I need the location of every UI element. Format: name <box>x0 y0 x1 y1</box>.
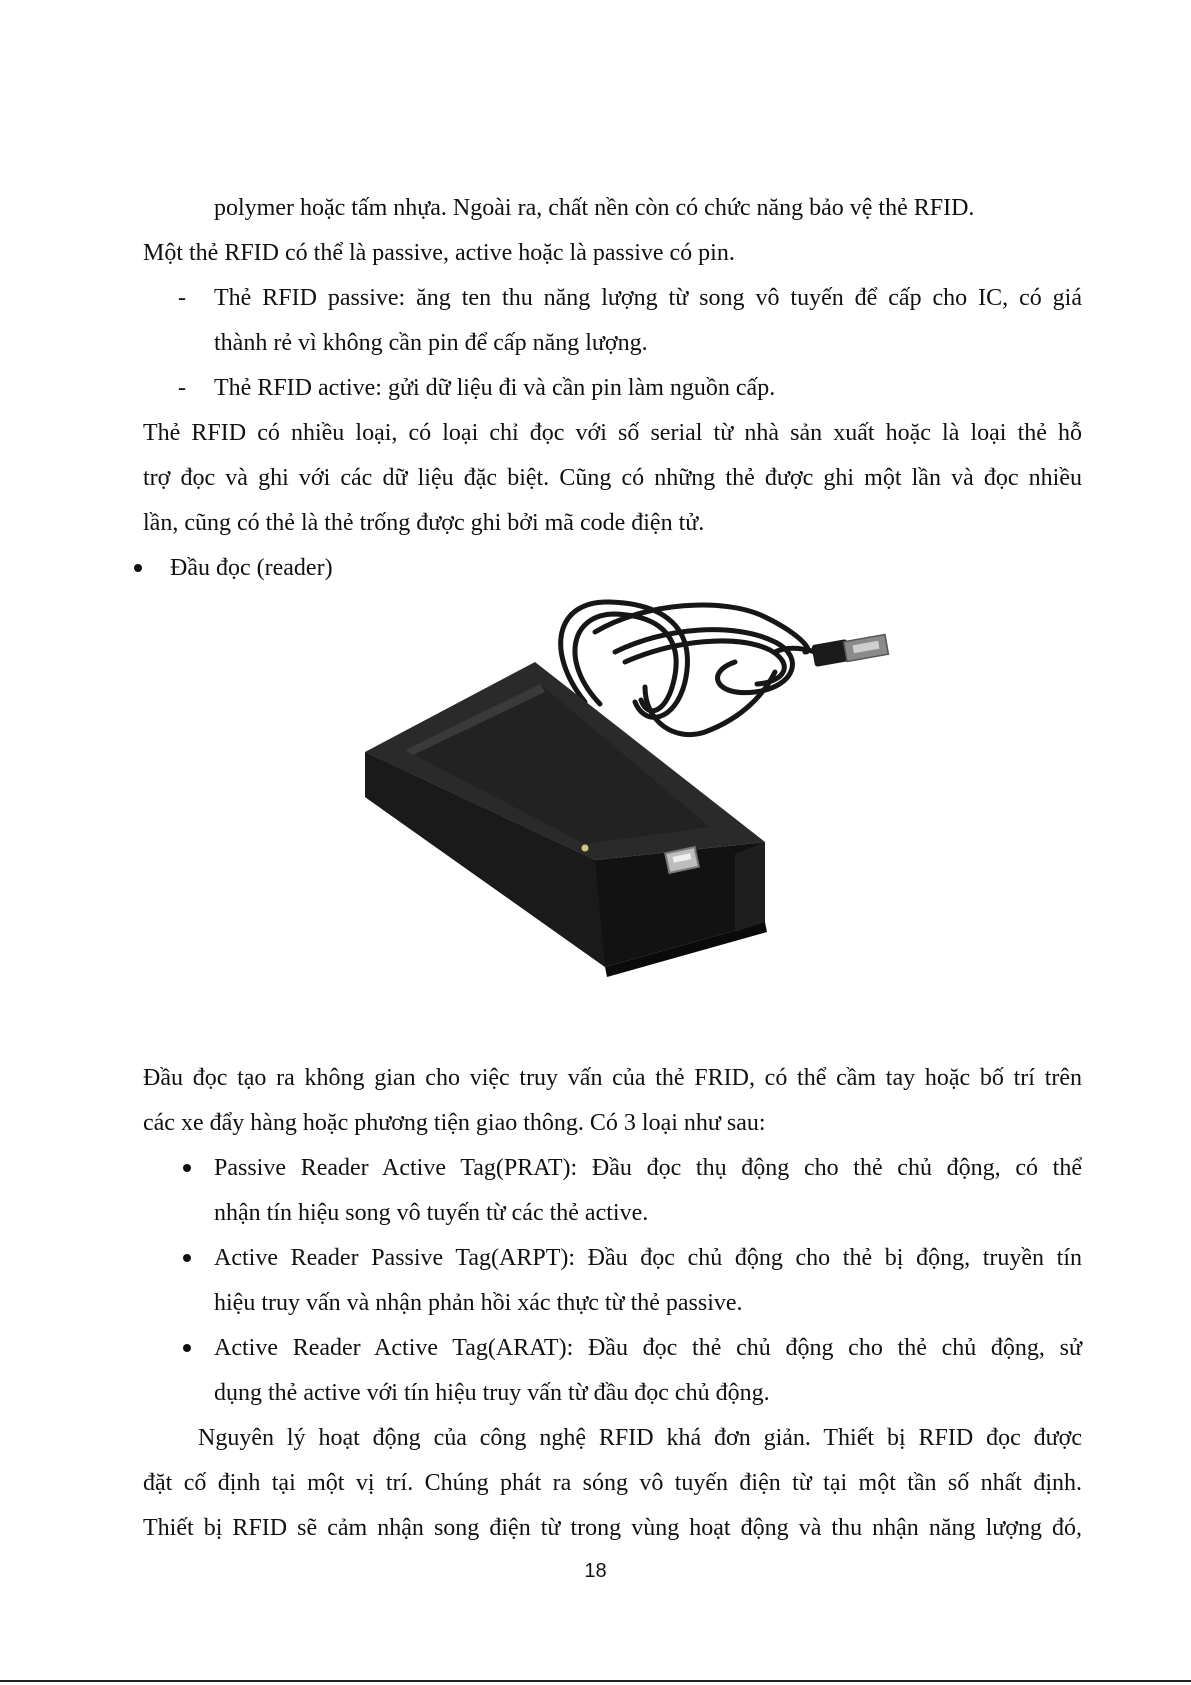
page-number: 18 <box>584 1560 607 1582</box>
paragraph-line: Thẻ RFID có nhiều loại, có loại chỉ đọc với số serial từ nhà sản xuất hoặc là loại thẻ hỗ <box>143 420 1082 446</box>
paragraph-line: lần, cũng có thẻ là thẻ trống được ghi bởi mã code điện tử. <box>143 510 705 536</box>
bullet-item-line: Active Reader Passive Tag(ARPT): Đầu đọc chủ động cho thẻ bị động, truyền tín <box>214 1245 1082 1271</box>
section-heading: Đầu đọc (reader) <box>170 555 333 581</box>
paragraph-line: đặt cố định tại một vị trí. Chúng phát ra sóng vô tuyến điện từ tại một tần số nhất định. <box>143 1470 1082 1496</box>
bullet-item-line: dụng thẻ active với tín hiệu truy vấn từ đầu đọc chủ động. <box>214 1380 770 1406</box>
dash-item-line: Thẻ RFID passive: ăng ten thu năng lượng từ song vô tuyến để cấp cho IC, có giá <box>214 285 1082 311</box>
dash-marker: - <box>178 285 186 311</box>
usb-plug-icon <box>811 635 888 667</box>
dash-item-line: Thẻ RFID active: gửi dữ liệu đi và cần pin làm nguồn cấp. <box>214 375 776 401</box>
bullet-item-line: hiệu truy vấn và nhận phản hồi xác thực từ thẻ passive. <box>214 1290 743 1316</box>
bullet-item-line: Active Reader Active Tag(ARAT): Đầu đọc thẻ chủ động cho thẻ chủ động, sử <box>214 1335 1082 1361</box>
paragraph-line: Thiết bị RFID sẽ cảm nhận song điện từ trong vùng hoạt động và thu nhận năng lượng đó, <box>143 1515 1082 1541</box>
paragraph-line: polymer hoặc tấm nhựa. Ngoài ra, chất nền còn có chức năng bảo vệ thẻ RFID. <box>214 195 975 221</box>
bullet-icon <box>183 1254 191 1262</box>
rfid-reader-image <box>345 592 890 1020</box>
dash-marker: - <box>178 375 186 401</box>
bullet-item-line: nhận tín hiệu song vô tuyến từ các thẻ active. <box>214 1200 649 1226</box>
bullet-icon <box>134 564 142 572</box>
paragraph-line: Nguyên lý hoạt động của công nghệ RFID khá đơn giản. Thiết bị RFID đọc được <box>198 1425 1082 1451</box>
paragraph-line: trợ đọc và ghi với các dữ liệu đặc biệt. Cũng có những thẻ được ghi một lần và đọc nhiều <box>143 465 1082 491</box>
bullet-icon <box>183 1164 191 1172</box>
reader-body-icon <box>365 662 767 977</box>
bullet-icon <box>183 1344 191 1352</box>
footer-rule <box>0 1680 1191 1682</box>
paragraph-line: Một thẻ RFID có thể là passive, active hoặc là passive có pin. <box>143 240 735 266</box>
bullet-item-line: Passive Reader Active Tag(PRAT): Đầu đọc thụ động cho thẻ chủ động, có thể <box>214 1155 1082 1181</box>
paragraph-line: Đầu đọc tạo ra không gian cho việc truy vấn của thẻ FRID, có thể cầm tay hoặc bố trí trên <box>143 1065 1082 1091</box>
paragraph-line: các xe đẩy hàng hoặc phương tiện giao thông. Có 3 loại như sau: <box>143 1110 766 1136</box>
dash-item-line: thành rẻ vì không cần pin để cấp năng lượng. <box>214 330 648 356</box>
